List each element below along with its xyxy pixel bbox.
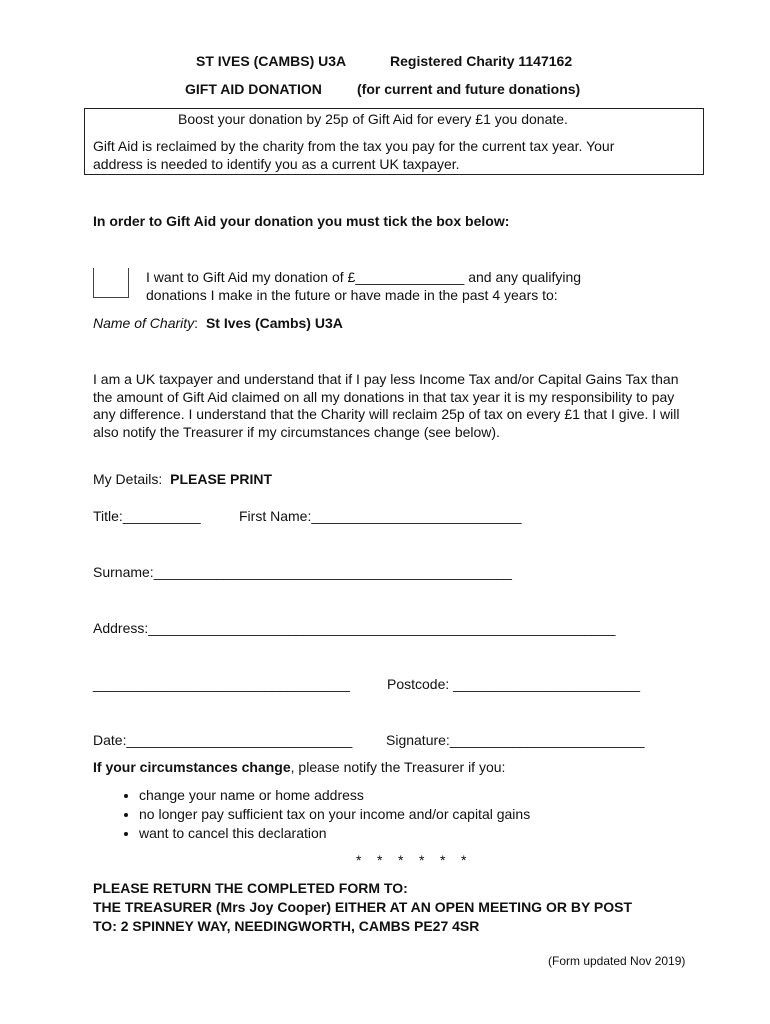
form-title: GIFT AID DONATION (185, 81, 322, 97)
info-box-line2: Gift Aid is reclaimed by the charity from the tax you pay for the current tax year. Your (93, 138, 615, 154)
list-item: • no longer pay sufficient tax on your income and/or capital gains (139, 805, 530, 824)
charity-registration: Registered Charity 1147162 (390, 53, 573, 69)
date-field[interactable]: Date:_____________________________ (93, 732, 353, 748)
address-field[interactable]: Address:____________________________________________________________ (93, 620, 616, 636)
postcode-field[interactable]: Postcode: ________________________ (387, 676, 641, 692)
tick-box-instruction: In order to Gift Aid your donation you must tick the box below: (93, 213, 510, 229)
first-name-field[interactable]: First Name:___________________________ (239, 508, 522, 524)
declaration-line2: donations I make in the future or have made in the past 4 years to: (146, 287, 558, 303)
return-line2: THE TREASURER (Mrs Joy Cooper) EITHER AT AN OPEN MEETING OR BY POST (93, 899, 633, 915)
charity-name-colon: : (194, 315, 199, 331)
info-box-line3: address is needed to identify you as a current UK taxpayer. (93, 156, 460, 172)
org-name: ST IVES (CAMBS) U3A (196, 53, 347, 69)
circumstances-rest: , please notify the Treasurer if you: (290, 759, 506, 775)
taxpayer-statement: I am a UK taxpayer and understand that if I pay less Income Tax and/or Capital Gains Tax than the amount of Gift Aid claimed on all my donations in that tax year it is my responsibility to pay any difference. I understand that the Charity will reclaim 25p of tax on every £1 that I give. I will also notify the Treasurer if my circumstances change (see below). (93, 371, 680, 440)
asterisk-separator: * * * * * * (356, 852, 467, 868)
address-line2-field[interactable]: _________________________________ (93, 676, 350, 692)
list-item: • want to cancel this declaration (139, 824, 530, 843)
form-updated-note: (Form updated Nov 2019) (548, 954, 686, 968)
circumstances-list (93, 786, 530, 843)
charity-name-row (93, 315, 343, 331)
circumstances-bold: If your circumstances change (93, 759, 291, 775)
my-details-label: My Details: (93, 471, 163, 487)
signature-field[interactable]: Signature:_________________________ (386, 732, 645, 748)
please-print-note: PLEASE PRINT (170, 471, 273, 487)
declaration-line1: I want to Gift Aid my donation of £______________ and any qualifying (146, 269, 582, 285)
return-line1: PLEASE RETURN THE COMPLETED FORM TO: (93, 880, 408, 896)
surname-field[interactable]: Surname:______________________________________________ (93, 564, 512, 580)
circumstances-heading (93, 759, 505, 775)
return-line3: TO: 2 SPINNEY WAY, NEEDINGWORTH, CAMBS PE27 4SR (93, 918, 480, 934)
gift-aid-checkbox[interactable] (93, 268, 129, 298)
charity-name-value: St Ives (Cambs) U3A (205, 315, 343, 331)
list-item: • change your name or home address (139, 786, 530, 805)
info-box-line1: Boost your donation by 25p of Gift Aid for every £1 you donate. (178, 111, 568, 127)
title-field[interactable]: Title:__________ (93, 508, 201, 524)
my-details-row (93, 471, 272, 487)
form-subtitle: (for current and future donations) (357, 81, 581, 97)
charity-name-label: Name of Charity (93, 315, 195, 331)
